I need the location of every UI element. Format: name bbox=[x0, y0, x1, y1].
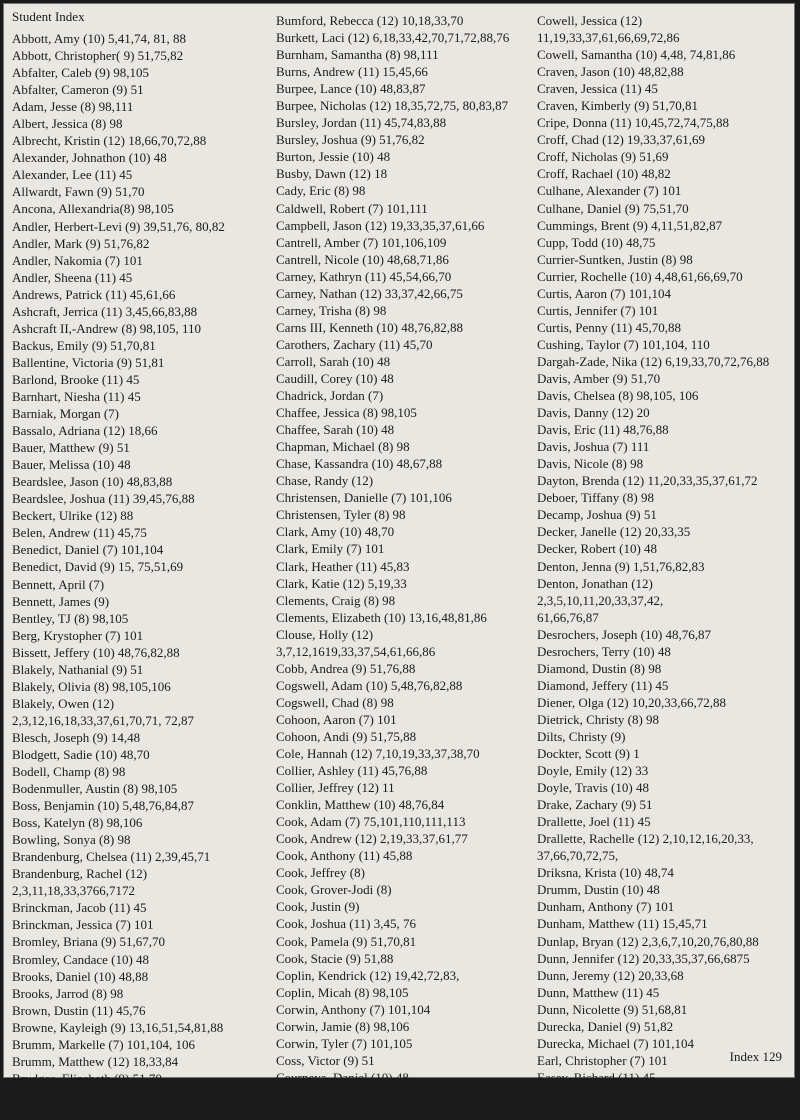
index-entry: Davis, Chelsea (8) 98,105, 106 bbox=[537, 388, 699, 404]
index-entry: Ancona, Allexandria(8) 98,105 bbox=[12, 201, 174, 217]
index-entry: Andler, Sheena (11) 45 bbox=[12, 269, 133, 285]
index-entry: Belen, Andrew (11) 45,75 bbox=[12, 525, 147, 541]
index-entry: Abfalter, Cameron (9) 51 bbox=[12, 82, 144, 98]
index-entry: Benedict, David (9) 15, 75,51,69 bbox=[12, 559, 184, 575]
index-entry: Bowling, Sonya (8) 98 bbox=[12, 832, 131, 848]
index-entry: Browne, Kayleigh (9) 13,16,51,54,81,88 bbox=[12, 1019, 224, 1035]
index-entry: Conklin, Matthew (10) 48,76,84 bbox=[276, 797, 445, 813]
index-entry: Dietrick, Christy (8) 98 bbox=[537, 711, 660, 727]
index-entry: Cantrell, Nicole (10) 48,68,71,86 bbox=[276, 251, 449, 267]
index-entry: Croff, Chad (12) 19,33,37,61,69 bbox=[537, 132, 706, 148]
index-entry: Cady, Eric (8) 98 bbox=[276, 183, 366, 199]
index-entry: 3,7,12,1619,33,37,54,61,66,86 bbox=[276, 643, 436, 659]
index-entry: Dilts, Christy (9) bbox=[537, 728, 626, 744]
index-entry: Bodell, Champ (8) 98 bbox=[12, 764, 126, 780]
index-entry: Chadrick, Jordan (7) bbox=[276, 388, 384, 404]
index-entry: Davis, Nicole (8) 98 bbox=[537, 456, 644, 472]
index-entry: Ashcraft II,-Andrew (8) 98,105, 110 bbox=[12, 320, 202, 336]
index-entry: Corwin, Tyler (7) 101,105 bbox=[276, 1035, 413, 1051]
index-entry: Cousins, Benjamin (8) 98 bbox=[276, 1086, 410, 1102]
index-entry: Clark, Katie (12) 5,19,33 bbox=[276, 575, 407, 591]
page-footer: Index 129 bbox=[729, 1049, 782, 1064]
index-entry: Chase, Kassandra (10) 48,67,88 bbox=[276, 456, 443, 472]
index-entry: Brandenburg, Rachel (12) bbox=[12, 866, 148, 882]
index-entry: Decker, Janelle (12) 20,33,35 bbox=[537, 524, 691, 540]
index-entry: Drake, Zachary (9) 51 bbox=[537, 797, 653, 813]
index-entry: Dayton, Brenda (12) 11,20,33,35,37,61,72 bbox=[537, 473, 758, 489]
index-entry: Blodgett, Sadie (10) 48,70 bbox=[12, 746, 150, 762]
index-page bbox=[3, 3, 795, 1119]
index-entry: Brandenburg, Chelsea (11) 2,39,45,71 bbox=[12, 849, 211, 865]
index-entry: Cushing, Taylor (7) 101,104, 110 bbox=[537, 336, 710, 352]
index-entry: Clark, Heather (11) 45,83 bbox=[276, 558, 410, 574]
index-entry: Barnhart, Niesha (11) 45 bbox=[12, 388, 141, 404]
index-entry: Brooks, Jarrod (8) 98 bbox=[12, 985, 124, 1001]
index-entry: Craven, Kimberly (9) 51,70,81 bbox=[537, 98, 699, 114]
index-entry: Blakely, Olivia (8) 98,105,106 bbox=[12, 678, 171, 694]
index-entry: Burns, Andrew (11) 15,45,66 bbox=[276, 64, 428, 80]
index-entry: Desrochers, Terry (10) 48 bbox=[537, 643, 671, 659]
index-entry: Croff, Rachael (10) 48,82 bbox=[537, 166, 671, 182]
index-entry: Caudill, Corey (10) 48 bbox=[276, 370, 394, 386]
index-entry: Eckelbecker, Raechel (7) 101 bbox=[537, 1104, 691, 1119]
index-entry: Dunham, Matthew (11) 15,45,71 bbox=[537, 916, 708, 932]
index-entry: Ballentine, Victoria (9) 51,81 bbox=[12, 354, 165, 370]
index-entry: Clements, Elizabeth (10) 13,16,48,81,86 bbox=[276, 609, 487, 625]
index-entry: Andler, Herbert-Levi (9) 39,51,76, 80,82 bbox=[12, 218, 225, 234]
index-entry: Albrecht, Kristin (12) 18,66,70,72,88 bbox=[12, 133, 207, 149]
index-entry: Diamond, Jeffery (11) 45 bbox=[537, 677, 669, 693]
index-entry: Barlond, Brooke (11) 45 bbox=[12, 371, 140, 387]
index-entry: Blakely, Nathanial (9) 51 bbox=[12, 661, 144, 677]
index-entry: Curtis, Penny (11) 45,70,88 bbox=[537, 319, 681, 335]
index-entry: Cupp, Todd (10) 48,75 bbox=[537, 234, 656, 250]
index-entry: Diamond, Dustin (8) 98 bbox=[537, 660, 662, 676]
index-entry: Blesch, Joseph (9) 14,48 bbox=[12, 729, 141, 745]
index-entry: Burton, Jessie (10) 48 bbox=[276, 149, 391, 165]
index-entry: Coplin, Kendrick (12) 19,42,72,83, bbox=[276, 967, 460, 983]
index-entry: Cohoon, Aaron (7) 101 bbox=[276, 711, 397, 727]
index-entry: Cantrell, Amber (7) 101,106,109 bbox=[276, 234, 447, 250]
index-entry: Currier, Rochelle (10) 4,48,61,66,69,70 bbox=[537, 268, 743, 284]
index-entry: Christensen, Danielle (7) 101,106 bbox=[276, 490, 452, 506]
index-entry: Diener, Olga (12) 10,20,33,66,72,88 bbox=[537, 694, 727, 710]
index-entry: Berg, Krystopher (7) 101 bbox=[12, 627, 144, 643]
index-entry: Cook, Andrew (12) 2,19,33,37,61,77 bbox=[276, 831, 468, 847]
index-entry: Courneya, Daniel (10) 48 bbox=[276, 1069, 409, 1085]
index-entry: Alexander, Johnathon (10) 48 bbox=[12, 150, 167, 166]
index-entry: Bueker, Patrick (11) 7,45,83 bbox=[12, 1087, 160, 1103]
index-entry: Culhane, Daniel (9) 75,51,70 bbox=[537, 200, 689, 216]
index-entry: Eaton, Andrea (11) 45,76,83 bbox=[537, 1086, 685, 1102]
index-entry: Earl, Christopher (7) 101 bbox=[537, 1052, 668, 1068]
index-entry: 37,66,70,72,75, bbox=[537, 848, 619, 864]
index-entry: Curtis, Jennifer (7) 101 bbox=[537, 302, 659, 318]
index-entry: Cogswell, Adam (10) 5,48,76,82,88 bbox=[276, 677, 463, 693]
index-entry: Driksna, Krista (10) 48,74 bbox=[537, 865, 674, 881]
index-entry: Bumford, Rebecca (12) 10,18,33,70 bbox=[276, 13, 464, 28]
index-entry: Bromley, Briana (9) 51,67,70 bbox=[12, 934, 165, 950]
index-entry: Desrochers, Joseph (10) 48,76,87 bbox=[537, 626, 712, 642]
index-entry: Decamp, Joshua (9) 51 bbox=[537, 507, 657, 523]
index-entry: Carns III, Kenneth (10) 48,76,82,88 bbox=[276, 319, 464, 335]
index-entry: Ashcraft, Jerrica (11) 3,45,66,83,88 bbox=[12, 303, 198, 319]
index-entry: Abfalter, Caleb (9) 98,105 bbox=[12, 65, 150, 81]
index-entry: Bromley, Candace (10) 48 bbox=[12, 951, 150, 967]
index-entry: Cook, Stacie (9) 51,88 bbox=[276, 950, 394, 966]
index-entry: 2,3,11,18,33,3766,7172 bbox=[12, 883, 136, 899]
index-entry: Dunn, Matthew (11) 45 bbox=[537, 984, 660, 1000]
index-entry: Collier, Ashley (11) 45,76,88 bbox=[276, 763, 428, 779]
index-entry: Cook, Joshua (11) 3,45, 76 bbox=[276, 916, 416, 932]
index-entry: Andler, Nakomia (7) 101 bbox=[12, 252, 143, 268]
index-entry: Christensen, Tyler (8) 98 bbox=[276, 507, 406, 523]
index-entry: Cook, Pamela (9) 51,70,81 bbox=[276, 933, 417, 949]
index-entry: Bodenmuller, Austin (8) 98,105 bbox=[12, 781, 178, 797]
index-entry: Cobb, Andrea (9) 51,76,88 bbox=[276, 660, 416, 676]
index-entry: Corwin, Anthony (7) 101,104 bbox=[276, 1001, 431, 1017]
index-entry: Dunn, Nicolette (9) 51,68,81 bbox=[537, 1001, 688, 1017]
index-entry: Bassalo, Adriana (12) 18,66 bbox=[12, 423, 158, 439]
index-entry: Cohoon, Andi (9) 51,75,88 bbox=[276, 728, 417, 744]
index-entry: Bursley, Joshua (9) 51,76,82 bbox=[276, 132, 425, 148]
index-entry: Carney, Kathryn (11) 45,54,66,70 bbox=[276, 268, 452, 284]
index-entry: Burpee, Lance (10) 48,83,87 bbox=[276, 81, 426, 97]
index-entry: Cook, Adam (7) 75,101,110,111,113 bbox=[276, 814, 466, 830]
index-entry: Andler, Mark (9) 51,76,82 bbox=[12, 235, 150, 251]
index-entry: Currier-Suntken, Justin (8) 98 bbox=[537, 251, 693, 267]
index-entry: Carney, Trisha (8) 98 bbox=[276, 302, 387, 318]
index-entry: 11,19,33,37,61,66,69,72,86 bbox=[537, 30, 680, 46]
index-entry: Brown, Dustin (11) 45,76 bbox=[12, 1002, 146, 1018]
index-entry: Beardslee, Jason (10) 48,83,88 bbox=[12, 474, 173, 490]
index-entry: Burpee, Nicholas (12) 18,35,72,75, 80,83,87 bbox=[276, 98, 509, 114]
index-entry: Beckert, Ulrike (12) 88 bbox=[12, 508, 134, 524]
index-entry: Craven, Jason (10) 48,82,88 bbox=[537, 64, 684, 80]
index-entry: Chapman, Michael (8) 98 bbox=[276, 439, 410, 455]
index-entry: Drumm, Dustin (10) 48 bbox=[537, 882, 660, 898]
index-entry: Collier, Jeffrey (12) 11 bbox=[276, 780, 395, 796]
index-entry: Dunn, Jennifer (12) 20,33,35,37,66,6875 bbox=[537, 950, 750, 966]
index-entry: Denton, Jenna (9) 1,51,76,82,83 bbox=[537, 558, 705, 574]
index-entry: Brumm, Markelle (7) 101,104, 106 bbox=[12, 1036, 196, 1052]
index-entry: Chase, Randy (12) bbox=[276, 473, 374, 489]
index-entry: Cogswell, Chad (8) 98 bbox=[276, 694, 394, 710]
index-entry: Cook, Anthony (11) 45,88 bbox=[276, 848, 413, 864]
index-entry: Alexander, Lee (11) 45 bbox=[12, 167, 133, 183]
index-entry: Cook, Jeffrey (8) bbox=[276, 865, 365, 881]
index-entry: Cook, Grover-Jodi (8) bbox=[276, 882, 392, 898]
index-entry: Denton, Jonathan (12) bbox=[537, 575, 653, 591]
index-entry: Caldwell, Robert (7) 101,111 bbox=[276, 200, 428, 216]
index-entry: 61,66,76,87 bbox=[537, 609, 599, 625]
index-entry: Decker, Robert (10) 48 bbox=[537, 541, 658, 557]
page-title: Student Index bbox=[12, 9, 85, 24]
index-entry: Cole, Hannah (12) 7,10,19,33,37,38,70 bbox=[276, 746, 480, 762]
index-entry: Dunn, Jeremy (12) 20,33,68 bbox=[537, 967, 684, 983]
index-entry: Cummings, Brent (9) 4,11,51,82,87 bbox=[537, 217, 723, 233]
index-entry: Brinckman, Jacob (11) 45 bbox=[12, 900, 147, 916]
index-entry: Carothers, Zachary (11) 45,70 bbox=[276, 336, 433, 352]
index-entry: Carney, Nathan (12) 33,37,42,66,75 bbox=[276, 285, 463, 301]
index-column-3 bbox=[537, 12, 792, 1120]
index-entry: Cripe, Donna (11) 10,45,72,74,75,88 bbox=[537, 115, 729, 131]
index-entry: Benedict, Daniel (7) 101,104 bbox=[12, 542, 164, 558]
index-entry: Bentley, TJ (8) 98,105 bbox=[12, 610, 129, 626]
index-entry: Barniak, Morgan (7) bbox=[12, 406, 119, 422]
index-entry: Bauer, Matthew (9) 51 bbox=[12, 440, 130, 456]
index-entry: Corwin, Jamie (8) 98,106 bbox=[276, 1018, 410, 1034]
index-entry: Deboer, Tiffany (8) 98 bbox=[537, 490, 654, 506]
index-column-1 bbox=[12, 9, 272, 1104]
index-entry: Dockter, Scott (9) 1 bbox=[537, 746, 640, 762]
index-entry: Cook, Justin (9) bbox=[276, 899, 360, 915]
index-entry: Bissett, Jeffery (10) 48,76,82,88 bbox=[12, 644, 180, 660]
index-entry: Clements, Craig (8) 98 bbox=[276, 592, 396, 608]
index-entry: Adam, Jesse (8) 98,111 bbox=[12, 99, 134, 115]
index-entry: Bennett, James (9) bbox=[12, 593, 110, 609]
index-entry: Drallette, Rachelle (12) 2,10,12,16,20,33, bbox=[537, 831, 754, 847]
index-entry: Carroll, Sarah (10) 48 bbox=[276, 353, 391, 369]
index-entry: Clouse, Holly (12) bbox=[276, 626, 374, 642]
index-entry: Doyle, Travis (10) 48 bbox=[537, 780, 649, 796]
index-entry: Dargah-Zade, Nika (12) 6,19,33,70,72,76,88 bbox=[537, 353, 770, 369]
index-entry: Coplin, Micah (8) 98,105 bbox=[276, 984, 409, 1000]
index-entry: Davis, Joshua (7) 111 bbox=[537, 439, 650, 455]
index-entry: Brumm, Matthew (12) 18,33,84 bbox=[12, 1053, 179, 1069]
index-entry: Beardslee, Joshua (11) 39,45,76,88 bbox=[12, 491, 195, 507]
index-entry: Dunlap, Bryan (12) 2,3,6,7,10,20,76,80,88 bbox=[537, 933, 759, 949]
index-entry: Abbott, Amy (10) 5,41,74, 81, 88 bbox=[12, 31, 187, 46]
index-entry: Curtis, Aaron (7) 101,104 bbox=[537, 285, 671, 301]
index-entry: Busby, Dawn (12) 18 bbox=[276, 166, 388, 182]
index-entry: Blakely, Owen (12) bbox=[12, 695, 115, 711]
index-column-2 bbox=[276, 12, 534, 1120]
index-entry: Chaffee, Sarah (10) 48 bbox=[276, 422, 395, 438]
index-entry: Drallette, Joel (11) 45 bbox=[537, 814, 651, 830]
index-entry: Durecka, Michael (7) 101,104 bbox=[537, 1035, 695, 1051]
index-entry: Davis, Amber (9) 51,70 bbox=[537, 370, 661, 386]
index-entry: Davis, Eric (11) 48,76,88 bbox=[537, 422, 669, 438]
index-entry: Brooks, Daniel (10) 48,88 bbox=[12, 968, 149, 984]
index-entry: Brydges, Elizabeth (9) 51,70 bbox=[12, 1070, 162, 1086]
index-entry: Bursley, Jordan (11) 45,74,83,88 bbox=[276, 115, 447, 131]
index-entry: 2,3,12,16,18,33,37,61,70,71, 72,87 bbox=[12, 712, 194, 728]
index-entry: Durecka, Daniel (9) 51,82 bbox=[537, 1018, 674, 1034]
index-entry: Brinckman, Jessica (7) 101 bbox=[12, 917, 154, 933]
index-entry: Coss, Victor (9) 51 bbox=[276, 1052, 375, 1068]
index-entry: Clark, Emily (7) 101 bbox=[276, 541, 385, 557]
index-entry: Dunham, Anthony (7) 101 bbox=[537, 899, 675, 915]
index-entry: Clark, Amy (10) 48,70 bbox=[276, 524, 395, 540]
index-entry: Cowell, Samantha (10) 4,48, 74,81,86 bbox=[537, 47, 736, 63]
index-entry: Doyle, Emily (12) 33 bbox=[537, 763, 649, 779]
index-entry: Abbott, Christopher( 9) 51,75,82 bbox=[12, 48, 184, 64]
index-entry: Easey, Richard (11) 45 bbox=[537, 1069, 656, 1085]
index-entry: Croff, Nicholas (9) 51,69 bbox=[537, 149, 669, 165]
index-entry: Chaffee, Jessica (8) 98,105 bbox=[276, 405, 417, 421]
index-entry: Cowell, Jessica (12) bbox=[537, 13, 643, 28]
index-entry: Burnham, Samantha (8) 98,111 bbox=[276, 47, 439, 63]
index-entry: Andrews, Patrick (11) 45,61,66 bbox=[12, 286, 176, 302]
index-entry: Bauer, Melissa (10) 48 bbox=[12, 457, 131, 473]
index-entry: Albert, Jessica (8) 98 bbox=[12, 116, 123, 132]
index-entry: Bennett, April (7) bbox=[12, 576, 105, 592]
index-entry: Boss, Katelyn (8) 98,106 bbox=[12, 815, 143, 831]
index-entry: Davis, Danny (12) 20 bbox=[537, 405, 650, 421]
index-entry: Burkett, Laci (12) 6,18,33,42,70,71,72,88,76 bbox=[276, 30, 510, 46]
index-entry: Backus, Emily (9) 51,70,81 bbox=[12, 337, 156, 353]
index-entry: Allwardt, Fawn (9) 51,70 bbox=[12, 184, 145, 200]
index-entry: Craven, Jessica (11) 45 bbox=[537, 81, 658, 97]
index-entry: 2,3,5,10,11,20,33,37,42, bbox=[537, 592, 664, 608]
index-entry: Boss, Benjamin (10) 5,48,76,84,87 bbox=[12, 798, 194, 814]
index-entry: Cousins, Garry (11) bbox=[276, 1104, 380, 1119]
index-entry: Campbell, Jason (12) 19,33,35,37,61,66 bbox=[276, 217, 485, 233]
index-entry: Culhane, Alexander (7) 101 bbox=[537, 183, 682, 199]
